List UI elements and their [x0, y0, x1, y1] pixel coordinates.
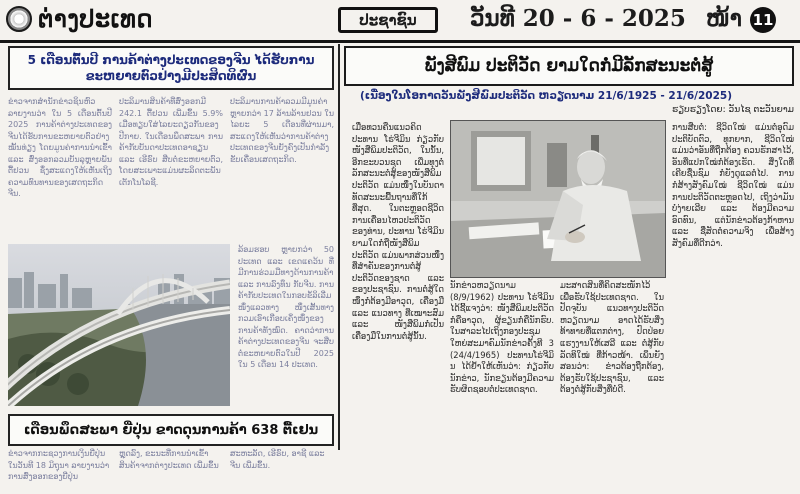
feature-col-1: ເມື່ອທວນຄືນແນວຄິດປະທານ ໂຮ່ຈີມິນ ກ່ຽວກັບໜັງສືພິມປະຕິວັດ, ໃນນັ້ນ, ອີກຂະບວນຊຸດ ເພີ່ມທຸງຕໍ່ລັກສະນະຕໍ່ສູ້ຂອງໜັງສືພິມປະຕິວັດ ແມ່ນໜຶ່ງໃນບັນດາທັດສະນະພື້ນຖານທີ່ໃກ້ທີ່ສຸດ. ໃນຕະຫຼອດຊີວິດການເຄື່ອນໄຫວປະຕິວັດຂອງທ່ານ, ປະທານ ໂຮ່ຈີມິນ ຍາມໃດກໍ່ຖືໜັງສືພິມປະຕິວັດ ແມ່ນພາກສ່ວນໜຶ່ງທີ່ສຳຄັນຂອງການຕໍ່ສູ້ປະຕິວັດຂອງຊາດ ແລະ ຂອງປະຊາຊົນ. ການຕໍ່ສູ້ໃດໜຶ່ງກໍ່ຕ້ອງມີອາວຸດ, ເຄື່ອງມື ແລະ ແນວທາງ ທີ່ເໝາະສົມ ແລະ ໜັງສືພິມກໍ່ເປັນເຄື່ອງມືໃນການຕໍ່ສູ້ນັ້ນ. [352, 122, 444, 341]
feature-subheadline: (ເນື່ອງໃນໂອກາດວັນພັງສີພົມປະຕິວັດ ຫວຽດນາມ 21/6/1925 - 21/6/2025) [360, 90, 733, 102]
section-title: ຕ່າງປະເທດ [38, 4, 153, 33]
feature-col-2: ນັກຂ່າວຫວຽດນາມ (8/9/1962) ປະທານ ໂຮ່ຈີມິນ ໄດ້ຊີ້ແຈງວ່າ: ໜັງສືພິມປະຕິວັດ ກໍ່ຄືອາວຸດ, ຜູ້ຂຽນກໍ່ຄືນັກຮົບ. ໃນສາລະໄປເຖິງກອງປະຊຸມໃຫຍ່ສະມາຄົມນັກຂ່າວຄັ້ງທີ 3 (24/4/1965) ປະທານໂຮ່ຈີມິນ ໄດ້ຢ້ຳໃຫ້ເຫັນວ່າ: ກ່ຽວກັບນັກຂ່າວ, ນັກຂຽນຕ້ອງມີຄວາມຮັບຜິດຊອບຕໍ່ປະເທດຊາດ. [450, 280, 554, 395]
feature-col-3: ມະສາດສິນທີ່ຄິດສະໜັກໄວ້ເພື່ອຮັບໃຊ້ປະເທດຊາດ. ໃນປັດຈຸບັນ ແນວທາງປະຕິວັດ ຫວຽດນາມ ອາດໄດ້ຮັບສິ່ງທ້າທາຍທີ່ແຕກຕ່າງ, ປົດປ່ອຍແຮງງານໃຫ້ເສລີ ແລະ ຕໍ່ສູ້ກັບລັດທິໃໝ່ ທີ່ກ້າວໜ້າ. ເພິ່ນຍັງສອນວ່າ: ຂ່າວຕ້ອງຖືກຕ້ອງ, ຕ້ອງຮັບໃຊ້ປະຊາຊົນ, ແລະ ຕ້ອງຕໍ່ສູ້ກັບສິ່ງທີ່ບໍ່ດີ. [560, 280, 664, 395]
left-headline: 5 ເດືອນຕົ້ນປີ ການຄ້າຕ່າງປະເທດຂອງຈີນ ໄດ້ຮັບການຂະຫຍາຍຕົວຢ່າງມີປະສິດທິຜົນ [27, 53, 315, 83]
paper-name: ປະຊາຊົນ [338, 7, 438, 33]
masthead [0, 0, 800, 40]
leader-writing-at-desk-photo [450, 120, 666, 278]
left-column [0, 44, 340, 481]
feature-col-4: ການສືບຕໍ່: ຊີວິດໃໝ່ ແມ່ນຕໍ່ອຸດົມ ປະຕິບັດຕົວ, ທຸກຍາກ, ຊີວິດໃໝ່ແມ່ນວ່າອັນທີ່ຖືກຕ້ອງ ຄວນຮັກສາໄວ້, ອັນທີ່ແປກໃໝ່ກໍ່ຕ້ອງເຮັດ. ສິ່ງໃດທີ່ເຄີຍຊື່ນຊົມ ກໍ່ຍັງດູແລຕໍ່ໄປ. ການກໍ່ສ້າງສັງຄົມໃໝ່ ຊີວິດໃໝ່ ແມ່ນການປະຕິວັດຕະຫຼອດໄປ, ເຖິງວ່າມັນບໍ່ງ່າຍເລີຍ ແລະ ຕ້ອງມີຄວາມອົດທົນ, ແຕ່ນັກຂ່າວຕ້ອງກ້າຫານ ແລະ ຊື່ສັດຕໍ່ຄວາມຈິງ ເພື່ອສ້າງສັງຄົມທີ່ດີກວ່າ. [672, 122, 794, 248]
feature-headline-box [344, 46, 794, 86]
left-article-col-3-continued: ລ້ອມຮອບ ຫຼາຍກວ່າ 50 ປະເທດ ແລະ ເຂດແຄວ້ນ ທີ່ມີການຮ່ວມມືທາງດ້ານການຄ້າ ແລະ ການລົງທຶນ ກັບຈີນ. ການຄ້າກັບປະເທດໃນກອບຂໍ້ລິເລີ່ມໜຶ່ງແລວທາງ ໜຶ່ງເສັ້ນທາງ ກວມເອົາເກືອບເຄິ່ງໜຶ່ງຂອງການຄ້າທັງໝົດ. ຄາດວ່າການຄ້າຕ່າງປະເທດຂອງຈີນ ຈະສືບຕໍ່ຂະຫຍາຍຕົວໃນປີ 2025 ໃນ 5 ເດືອນ 14 ປະເທດ. [238, 245, 334, 369]
second-headline-box [8, 414, 334, 446]
second-article-col-3: ສະຫະລັດ, ເອີຣົບ, ອາຊີ ແລະ ຈີນ ເພີ່ມຂຶ້ນ. [230, 449, 325, 470]
page-number-badge: 11 [750, 7, 776, 33]
second-headline: ເດືອນພຶດສະພາ ຍີ່ປຸ່ນ ຂາດດຸນການຄ້າ 638 ຕື້ເຢນ [23, 422, 319, 438]
bridge-cityscape-photo [8, 244, 230, 406]
main-photo-illustration [451, 121, 665, 277]
bridge-photo-illustration [8, 244, 230, 406]
left-article-col-2: ປະລິມານສິນຄ້າທີ່ສົ່ງອອກມີ 242.1 ຕື້ຢວນ ເພີ່ມຂຶ້ນ 5.9% ເມື່ອທຽບໃສ່ໄລຍະດຽວກັນຂອງປີກາຍ. ໃນເດືອນພຶດສະພາ ການຄ້າກັບບັນດາປະເທດອາຊຽນ ແລະ ເອີຣົບ ສືບຕໍ່ຂະຫຍາຍຕົວ, ໂດຍສະເພາະແມ່ນຜະລິດຕະພັນເຕັກໂນໂລຊີ. [119, 97, 223, 187]
feature-headline: ພັງສີພົມ ປະຕິວັດ ຍາມໃດກໍ່ມີລັກສະນະຕໍ່ສູ້ [424, 56, 714, 76]
second-article-col-2: ຫຼຸດລົງ, ຂະນະທີ່ການນຳເຂົ້າ ສິນຄ້າຈາກຕ່າງປະເທດ ເພີ່ມຂຶ້ນ [119, 449, 219, 470]
feature-article [344, 44, 800, 450]
masthead-rule [0, 40, 800, 43]
page-label: ໜ້າ [706, 5, 743, 32]
second-article-body [8, 448, 334, 494]
left-article-col-1: ຂ່າວຈາກສຳນັກຂ່າວຊິນຫົວ ລາຍງານວ່າ ໃນ 5 ເດືອນຕົ້ນປີ 2025 ການຄ້າຕ່າງປະເທດຂອງຈີນໄດ້ຮັບການຂະຫຍາຍຕົວຢ່າງໝັ້ນທ່ຽງ ໂດຍມູນຄ່າການນຳເຂົ້າ ແລະ ສົ່ງອອກລວມບັນລຸຫຼາຍພັນຕື້ຢວນ ຊຶ່ງສະແດງໃຫ້ເຫັນເຖິງຄວາມທົນທານຂອງເສດຖະກິດຈີນ. [8, 97, 112, 198]
second-article-col-1: ຂ່າວຈາກກະຊວງການເງິນຍີ່ປຸ່ນ ໃນວັນທີ 18 ມິຖຸນາ ລາຍງານວ່າ ການສົ່ງອອກຂອງຍີ່ປຸ່ນ [8, 449, 110, 481]
newspaper-emblem-icon [6, 6, 32, 32]
feature-byline: ຮຽບຮຽງໂດຍ: ວັນໄຊ ຕະວັນຍາມ [672, 105, 794, 115]
left-article-col-3: ປະລິມານການຄ້າລວມມີມູນຄ່າຫຼາຍກວ່າ 17 ລ້ານລ້ານຢວນ ໃນໄລຍະ 5 ເດືອນທີ່ຜ່ານມາ, ສະແດງໃຫ້ເຫັນວ່າການຄ້າຕ່າງປະເທດຂອງຈີນຍັງຄົງເປັນກຳລັງຂັບເຄື່ອນເສດຖະກິດ. [230, 97, 334, 164]
issue-date: ວັນທີ 20 - 6 - 2025 [470, 5, 686, 32]
left-headline-box [8, 46, 334, 90]
